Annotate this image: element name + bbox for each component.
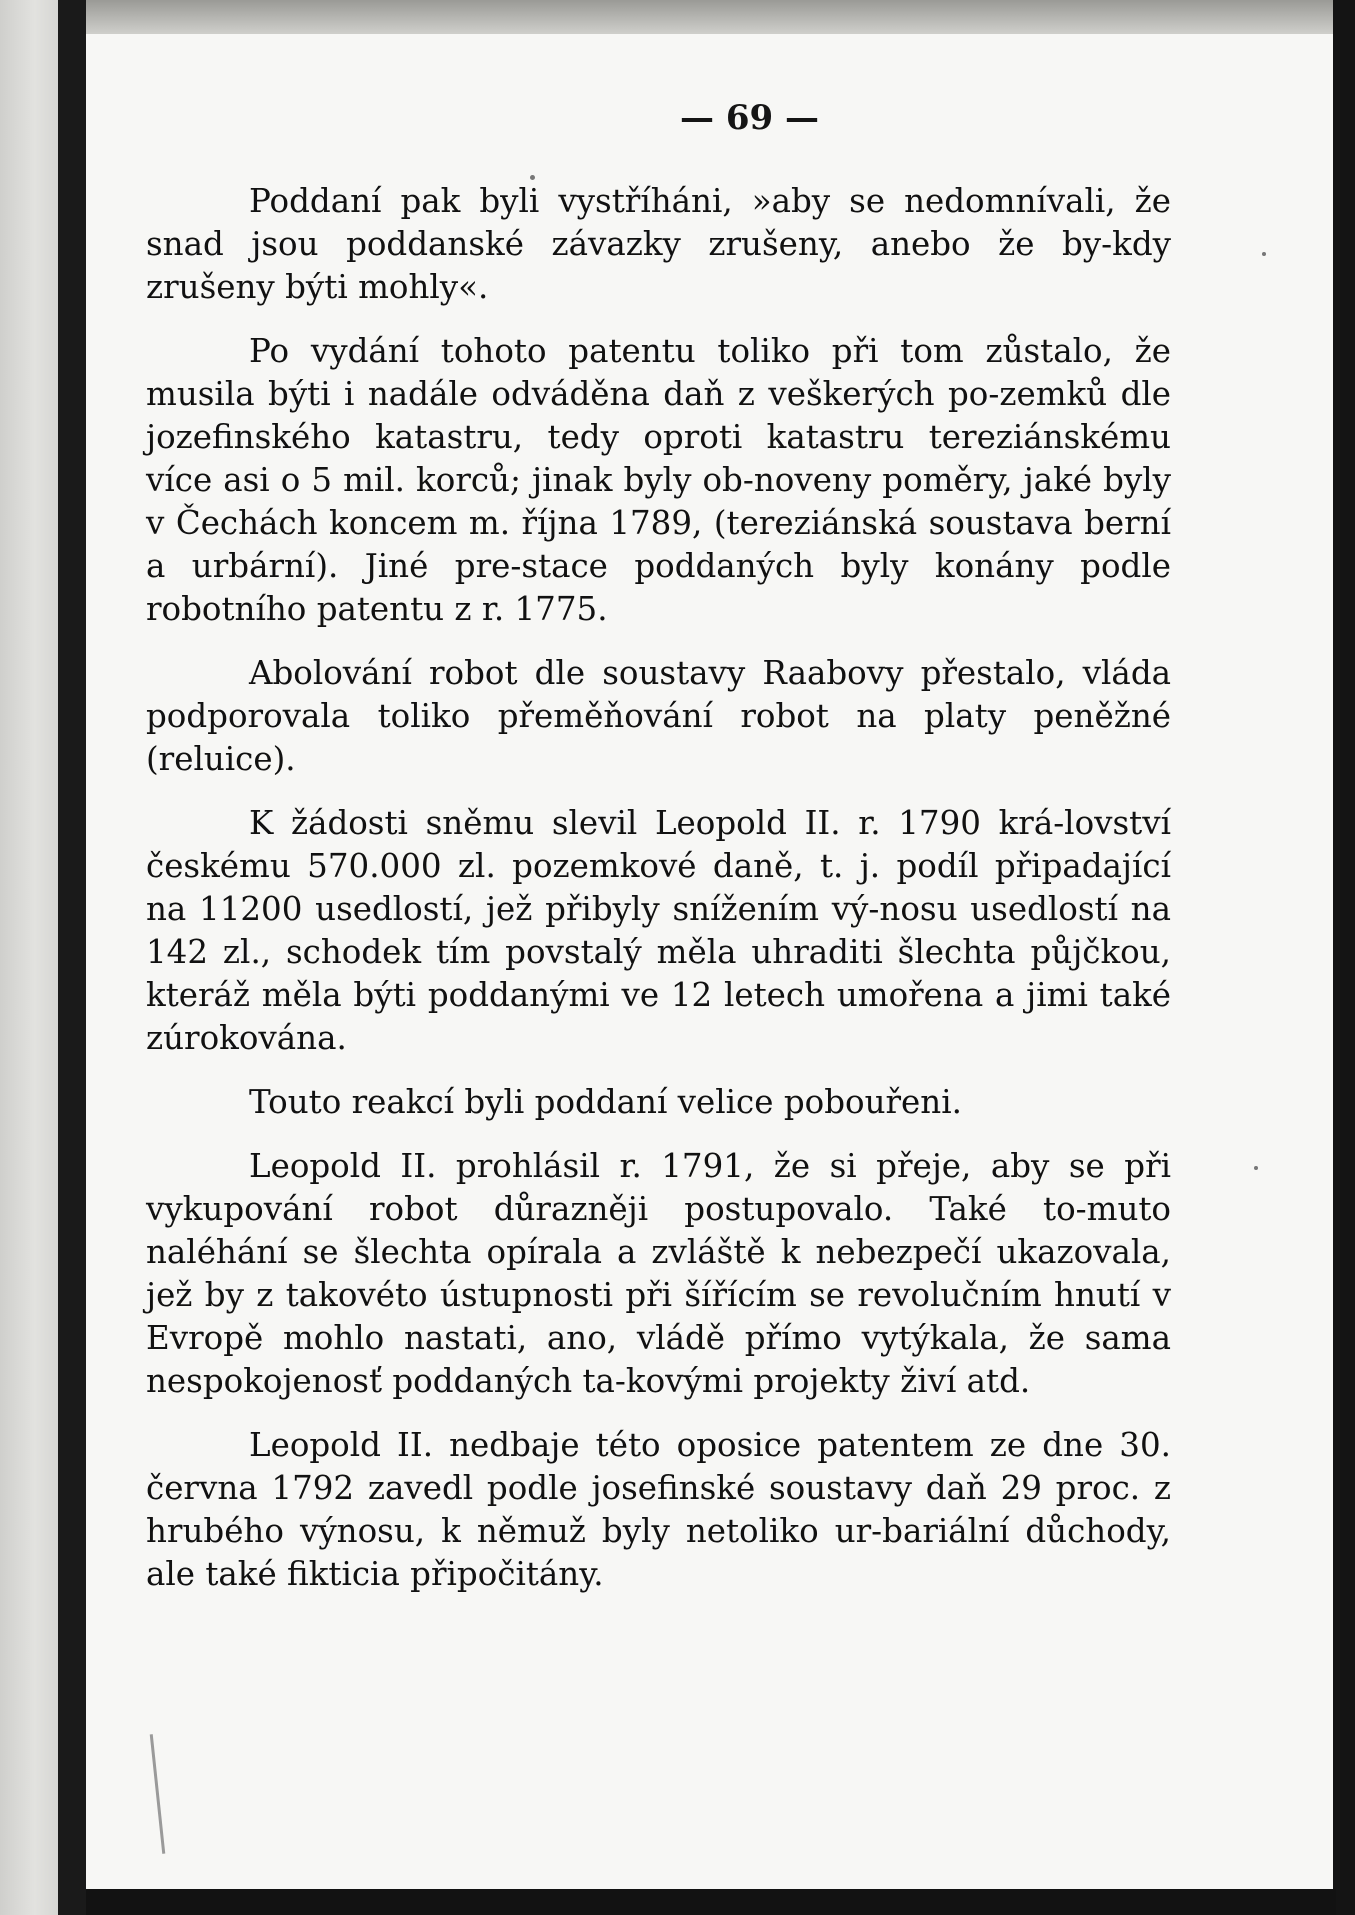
scan-streak — [150, 1734, 166, 1854]
scan-speck — [530, 175, 535, 180]
top-page-edge — [86, 0, 1336, 34]
body-text — [146, 180, 1171, 1617]
paragraph-7: Leopold II. nedbaje této oposice patentem ze dne 30. června 1792 zavedl podle josefinské soustavy daň 29 proc. z hrubého výnosu, k němuž byly netoliko ur-bariální důchody, ale také fikticia připočitány. — [146, 1426, 1171, 1593]
page-body — [86, 34, 1333, 1889]
paragraph-1: Poddaní pak byli vystříháni, »aby se nedomnívali, že snad jsou poddanské závazky zrušeny, anebo že by-kdy zrušeny býti mohly«. — [146, 182, 1171, 306]
bottom-page-edge — [86, 1889, 1336, 1915]
paragraph-4: K žádosti sněmu slevil Leopold II. r. 1790 krá-lovství českému 570.000 zl. pozemkové daně, t. j. podíl připadající na 11200 usedlostí, jež přibyly snížením vý-nosu usedlostí na 142 zl., schodek tím povstalý měla uhraditi šlechta půjčkou, kteráž měla býti poddanými ve 12 letech umořena a jimi také zúrokována. — [146, 804, 1171, 1057]
left-page-margin — [0, 0, 58, 1915]
scan-speck — [1254, 1166, 1258, 1170]
paragraph-6: Leopold II. prohlásil r. 1791, že si přeje, aby se při vykupování robot důrazněji postupovalo. Také to-muto naléhání se šlechta opírala a zvláště k nebezpečí ukazovala, jež by z takovéto ústupnosti při šířícím se revolučním hnutí v Evropě mohlo nastati, ano, vládě přímo vytýkala, že sama nespokojenosť poddaných ta-kovými projekty živí atd. — [146, 1147, 1171, 1400]
paragraph-2: Po vydání tohoto patentu toliko při tom zůstalo, že musila býti i nadále odváděna daň z veškerých po-zemků dle jozefinského katastru, tedy oproti katastru tereziánskému více asi o 5 mil. korců; jinak byly ob-noveny poměry, jaké byly v Čechách koncem m. října 1789, (tereziánská soustava berní a urbární). Jiné pre-stace poddaných byly konány podle robotního patentu z r. 1775. — [146, 332, 1171, 628]
page-number: — 69 — — [680, 98, 819, 138]
binding-shadow — [58, 0, 86, 1915]
right-page-edge — [1333, 0, 1355, 1915]
paragraph-3: Abolování robot dle soustavy Raabovy přestalo, vláda podporovala toliko přeměňování robot na platy peněžné (reluice). — [146, 654, 1171, 778]
paragraph-5: Touto reakcí byli poddaní velice pobouřeni. — [249, 1083, 962, 1121]
scan-speck — [1262, 252, 1266, 256]
